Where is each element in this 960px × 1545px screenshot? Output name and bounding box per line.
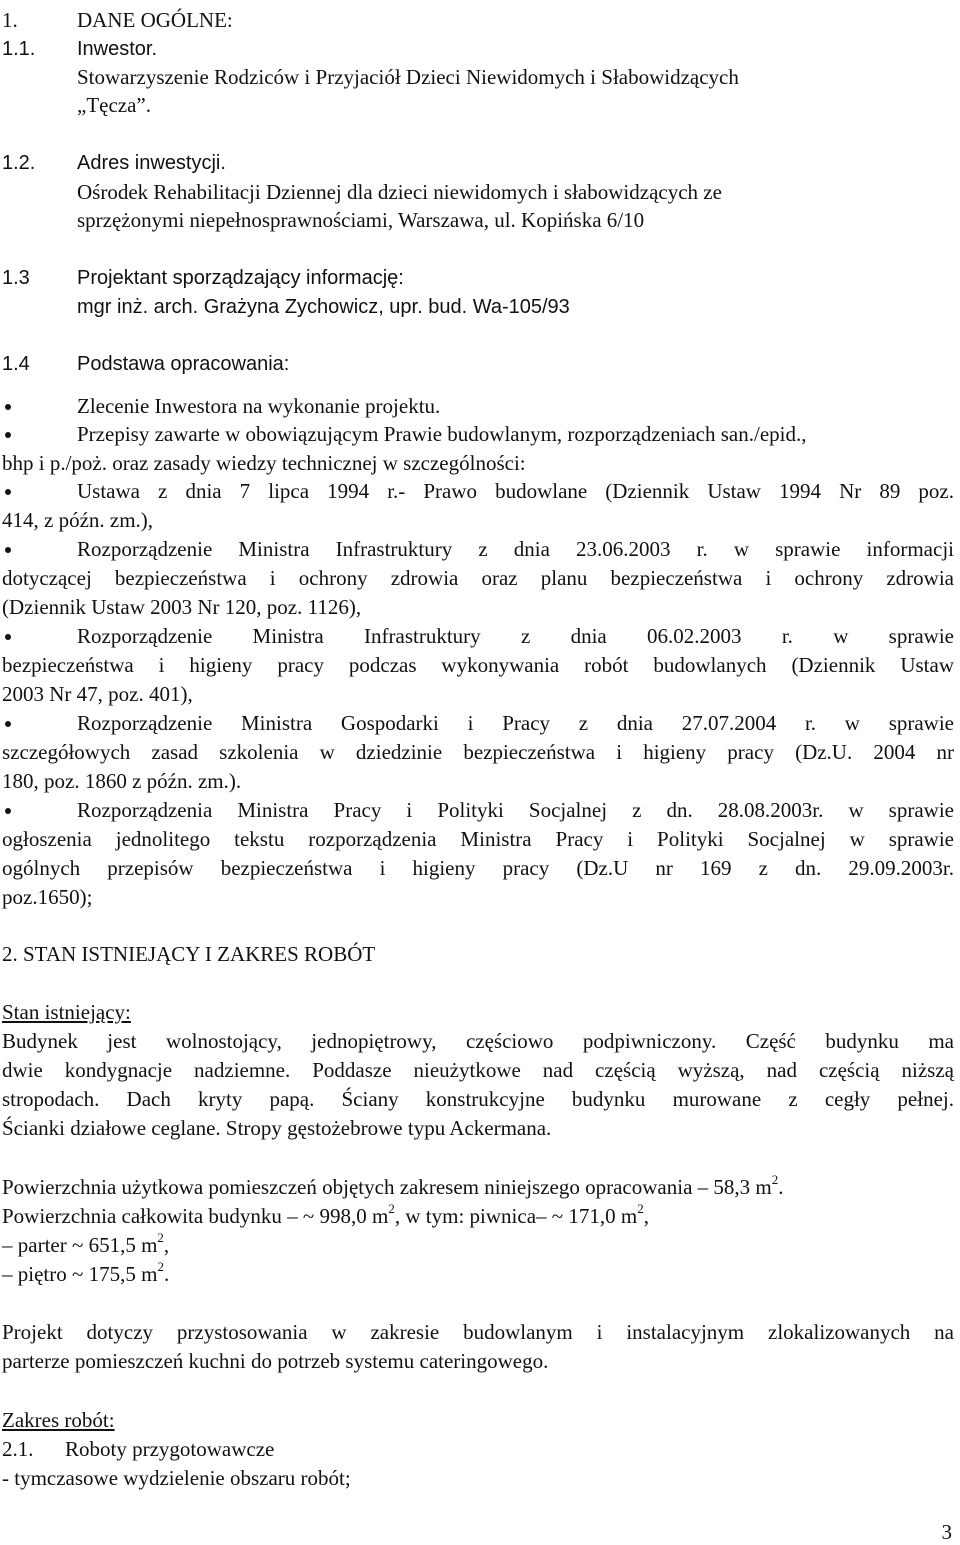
first-floor-area-line: – piętro ~ 175,5 $m^2$. (2, 1259, 170, 1286)
existing-state-line1: Budynek jest wolnostojący, jednopiętrowy, częściowo podpiwniczony. Część budynku ma (2, 1029, 954, 1053)
bullet-item-5-cont2: 2003 Nr 47, poz. 401), (2, 682, 193, 706)
existing-state-line3: stropodach. Dach kryty papą. Ściany konstrukcyjne budynku murowane z cegły pełnej. (2, 1087, 954, 1111)
section-2-heading: 2. STAN ISTNIEJĄCY I ZAKRES ROBÓT (2, 942, 376, 966)
bullet-item-2: Przepisy zawarte w obowiązującym Prawie budowlanym, rozporządzeniach san./epid., (77, 422, 807, 446)
bullet-item-7-cont3: poz.1650); (2, 885, 93, 909)
usable-area-line: Powierzchnia użytkowa pomieszczeń objętych zakresem niniejszego opracowania – 58,3 $m^2$. (2, 1172, 784, 1199)
bullet-dot (5, 404, 11, 410)
total-area-line: Powierzchnia całkowita budynku – ~ 998,0 $m^2$, w tym: piwnica– ~ 171,0 $m^2$, (2, 1201, 649, 1228)
bullet-item-1: Zlecenie Inwestora na wykonanie projektu. (77, 394, 441, 418)
ground-floor-area-line: – parter ~ 651,5 $m^2$, (2, 1230, 170, 1257)
existing-state-line2: dwie kondygnacje nadziemne. Poddasze nieużytkowe nad częścią wyższą, nad częścią niższą (2, 1058, 954, 1082)
works-item-1: - tymczasowe wydzielenie obszaru robót; (2, 1466, 351, 1490)
bullet-item-4-cont1: dotyczącej bezpieczeństwa i ochrony zdrowia oraz planu bezpieczeństwa i ochrony zdrowia (2, 566, 954, 590)
project-scope-line2: parterze pomieszczeń kuchni do potrzeb systemu cateringowego. (2, 1349, 549, 1373)
bullet-item-7-cont2: ogólnych przepisów bezpieczeństwa i higieny pracy (Dz.U nr 169 z dn. 29.09.2003r. (2, 856, 954, 880)
bullet-item-6: Rozporządzenie Ministra Gospodarki i Pracy z dnia 27.07.2004 r. w sprawie (77, 711, 954, 735)
bullet-item-3-cont: 414, z późn. zm.), (2, 508, 154, 532)
project-scope-line1: Projekt dotyczy przystosowania w zakresie budowlanym i instalacyjnym zlokalizowanych na (2, 1320, 954, 1344)
existing-state-label: Stan istniejący: (2, 1000, 131, 1024)
bullet-item-2-cont: bhp i p./poż. oraz zasady wiedzy technicznej w szczególności: (2, 451, 526, 475)
bullet-item-3: Ustawa z dnia 7 lipca 1994 r.- Prawo budowlane (Dziennik Ustaw 1994 Nr 89 poz. (77, 479, 954, 503)
bullet-dot (5, 432, 11, 438)
bullet-item-6-cont2: 180, poz. 1860 z późn. zm.). (2, 769, 242, 793)
bullet-dot (5, 489, 11, 495)
bullet-item-4: Rozporządzenie Ministra Infrastruktury z dnia 23.06.2003 r. w sprawie informacji (77, 537, 954, 561)
existing-state-line4: Ścianki działowe ceglane. Stropy gęstożebrowe typu Ackermana. (2, 1116, 552, 1140)
bullet-item-5: Rozporządzenie Ministra Infrastruktury z dnia 06.02.2003 r. w sprawie (77, 624, 954, 648)
bullet-dot (5, 808, 11, 814)
bullet-dot (5, 547, 11, 553)
bullet-item-7: Rozporządzenia Ministra Pracy i Polityki Socjalnej z dn. 28.08.2003r. w sprawie (77, 798, 954, 822)
bullet-dot (5, 634, 11, 640)
bullet-item-6-cont1: szczegółowych zasad szkolenia w dziedzinie bezpieczeństwa i higieny pracy (Dz.U. 2004 nr (2, 740, 954, 764)
bullet-item-5-cont1: bezpieczeństwa i higieny pracy podczas wykonywania robót budowlanych (Dziennik Ustaw (2, 653, 954, 677)
bullet-item-7-cont1: ogłoszenia jednolitego tekstu rozporządzenia Ministra Pracy i Polityki Socjalnej w sprawie (2, 827, 954, 851)
bullet-dot (5, 721, 11, 727)
bullet-item-4-cont2: (Dziennik Ustaw 2003 Nr 120, poz. 1126), (2, 595, 362, 619)
page-number: 3 (941, 1520, 952, 1544)
document-page: 1. DANE OGÓLNE: 1.1. Inwestor. Stowarzyszenie Rodziców i Przyjaciół Dzieci Niewidomych i Słabowidzących „Tęcza”. 1.2. Adres inwestycji. Ośrodek Rehabilitacji Dziennej dla dzieci niewidomych i słabowidzących ze sprzężonymi niepełnosprawnościami, Warszawa, ul. Kopińska 6/10 1.3 Projektant sporządzający informację: mgr inż. arch. Grażyna Zychowicz, upr. bud. Wa-105/93 1.4 Podstawa opracowania: Zlecenie Inwestora na wykonanie projektu. Przepisy zawarte w obowiązującym Prawie budowlanym, rozporządzeniach san./epid., bhp i p./poż. oraz zasady wiedzy technicznej w szczególności: Ustawa z dnia 7 lipca 1994 r.- Prawo budowlane (Dziennik Ustaw 1994 Nr 89 poz. 414, z późn. zm.), Rozporządzenie Ministra Infrastruktury z dnia 23.06.2003 r. w sprawie informacji dotyczącej bezpieczeństwa i ochrony zdrowia oraz planu bezpieczeństwa i ochrony zdrowia (Dziennik Ustaw 2003 Nr 120, poz. 1126), Rozporządzenie Ministra Infrastruktury z dnia 06.02.2003 r. w sprawie bezpieczeństwa i higieny pracy podczas wykonywania robót budowlanych (Dziennik Ustaw 2003 Nr 47, poz. 401), Rozporządzenie Ministra Gospodarki i Pracy z dnia 27.07.2004 r. w sprawie szczegółowych zasad szkolenia w dziedzinie bezpieczeństwa i higieny pracy (Dz.U. 2004 nr 180, poz. 1860 z późn. zm.). Rozporządzenia Ministra Pracy i Polityki Socjalnej z dn. 28.08.2003r. w sprawie ogłoszenia jednolitego tekstu rozporządzenia Ministra Pracy i Polityki Socjalnej w sprawie ogólnych przepisów bezpieczeństwa i higieny pracy (Dz.U nr 169 z dn. 29.09.2003r. poz.1650); 2. STAN ISTNIEJĄCY I ZAKRES ROBÓT Stan istniejący: Budynek jest wolnostojący, jednopiętrowy, częściowo podpiwniczony. Część budynku ma dwie kondygnacje nadziemne. Poddasze nieużytkowe nad częścią wyższą, nad częścią niższą stropodach. Dach kryty papą. Ściany konstrukcyjne budynku murowane z cegły pełnej. Ścianki działowe ceglane. Stropy gęstożebrowe typu Ackermana. Powierzchnia użytkowa pomieszczeń objętych zakresem niniejszego opracowania – 58,3 $m^2$. Powierzchnia całkowita budynku – ~ 998,0 $m^2$, w tym: piwnica– ~ 171,0 $m^2$, – parter ~ 651,5 $m^2$, – piętro ~ 175,5 $m^2$. Projekt dotyczy przystosowania w zakresie budowlanym i instalacyjnym zlokalizowanych na parterze pomieszczeń kuchni do potrzeb systemu cateringowego. Zakres robót: 2.1. Roboty przygotowawcze - tymczasowe wydzielenie obszaru robót; 3 (2, 8, 954, 1544)
works-scope-label: Zakres robót: (2, 1408, 115, 1432)
